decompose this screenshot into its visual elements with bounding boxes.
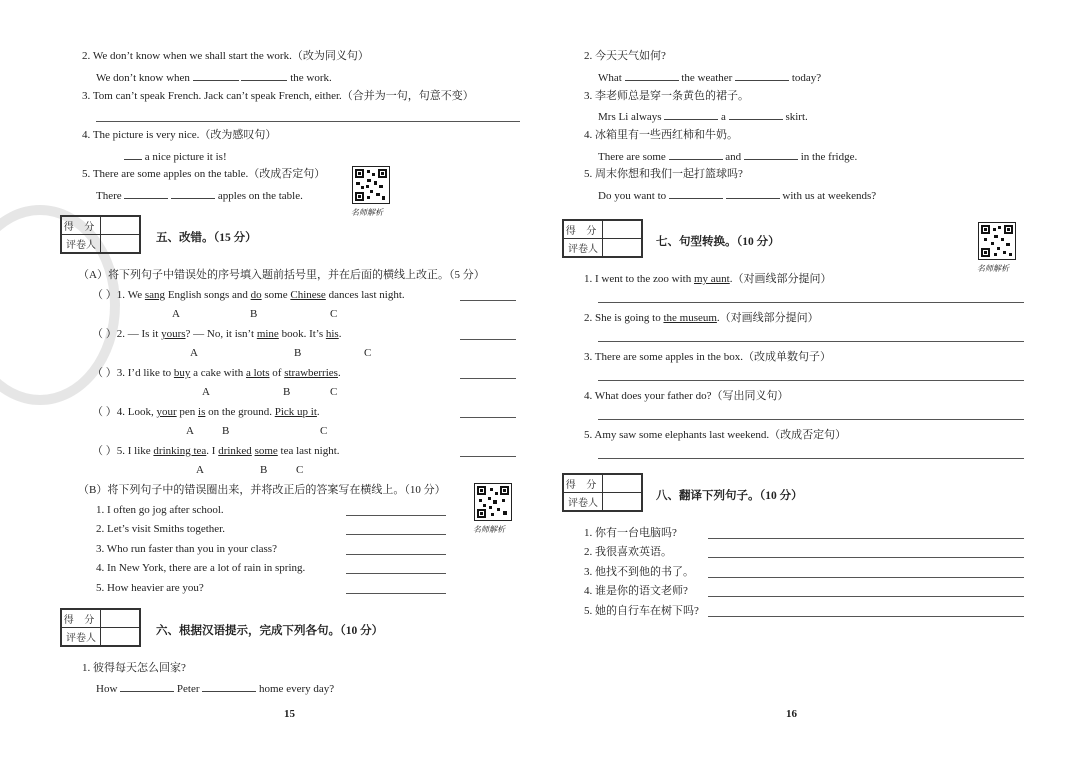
list-item: 3. 李老师总是穿一条黄色的裙子。 [584, 90, 749, 102]
sec5a-instruction: （A）将下列句子中错误处的序号填入题前括号里，并在后面的横线上改正。（5 分） [78, 269, 485, 281]
answer-line[interactable] [346, 534, 446, 535]
list-item: 4. 谁是你的语文老师? [584, 585, 688, 597]
answer-blank[interactable] [241, 69, 287, 81]
page-number: 15 [284, 708, 295, 720]
answer-line[interactable] [346, 554, 446, 555]
answer-line[interactable] [708, 577, 1024, 578]
answer-line[interactable] [598, 341, 1024, 342]
section-title: 六、根据汉语提示，完成下列各句。（10 分） [156, 625, 384, 637]
list-item-answer: Do you want to with us at weekends? [598, 187, 876, 203]
answer-line[interactable] [346, 573, 446, 574]
list-item: （ ）2. — Is it yours? — No, it isn’t mine book. It’s his. [92, 328, 342, 340]
score-box: 得 分 评卷人 [562, 219, 643, 258]
answer-line[interactable] [708, 557, 1024, 558]
q4-item-2-answer: We don’t know when the work. [96, 69, 332, 85]
q4-item-5-answer: There apples on the table. [96, 187, 303, 203]
answer-blank[interactable] [202, 680, 256, 692]
sec5b-instruction: （B）将下列句子中的错误圈出来，并将改正后的答案写在横线上。（10 分） [78, 484, 446, 496]
answer-line[interactable] [96, 121, 520, 122]
list-item: 1. I often go jog after school. [96, 504, 224, 516]
list-item: （ ）3. I’d like to buy a cake with a lots of strawberries. [92, 367, 341, 379]
answer-line[interactable] [460, 300, 516, 301]
answer-line[interactable] [460, 378, 516, 379]
score-cell[interactable] [603, 221, 642, 239]
list-item: 3. Who run faster than you in your class? [96, 543, 277, 555]
qr-caption: 名师解析 [473, 525, 505, 534]
answer-line[interactable] [598, 302, 1024, 303]
score-cell[interactable] [101, 610, 140, 628]
list-item: 2. 我很喜欢英语。 [584, 546, 672, 558]
answer-blank[interactable] [171, 187, 215, 199]
qr-code-icon[interactable] [978, 222, 1016, 260]
answer-line[interactable] [598, 419, 1024, 420]
grader-cell[interactable] [603, 239, 642, 257]
qr-caption: 名师解析 [977, 264, 1009, 273]
list-item: 5. 周末你想和我们一起打篮球吗? [584, 168, 743, 180]
answer-blank[interactable] [124, 148, 142, 160]
grader-cell[interactable] [603, 493, 642, 511]
list-item: 4. In New York, there are a lot of rain in spring. [96, 562, 306, 574]
answer-line[interactable] [708, 596, 1024, 597]
score-cell[interactable] [101, 217, 140, 235]
score-box: 得 分 评卷人 [562, 473, 643, 512]
answer-line[interactable] [708, 538, 1024, 539]
list-item-answer: There are some and in the fridge. [598, 148, 857, 164]
sec6-q1: 1. 彼得每天怎么回家? [82, 662, 186, 674]
list-item: 5. Amy saw some elephants last weekend.（改成否定句） [584, 429, 847, 441]
answer-line[interactable] [708, 616, 1024, 617]
q4-item-4-answer: a nice picture it is! [124, 148, 227, 164]
answer-blank[interactable] [726, 187, 780, 199]
list-item: 2. She is going to the museum.（对画线部分提问） [584, 312, 819, 324]
list-item: 3. 他找不到他的书了。 [584, 566, 694, 578]
sec6-q1-answer: How Peter home every day? [96, 680, 334, 696]
score-box: 得 分 评卷人 [60, 215, 141, 254]
answer-line[interactable] [460, 417, 516, 418]
answer-line[interactable] [346, 593, 446, 594]
answer-line[interactable] [460, 456, 516, 457]
qr-code-icon[interactable] [352, 166, 390, 204]
score-cell[interactable] [603, 475, 642, 493]
grader-cell[interactable] [101, 235, 140, 253]
answer-line[interactable] [346, 515, 446, 516]
list-item: （ ）5. I like drinking tea. I drinked some tea last night. [92, 445, 340, 457]
q4-item-4: 4. The picture is very nice.（改为感叹句） [82, 129, 277, 141]
list-item: （ ）1. We sang English songs and do some Chinese dances last night. [92, 289, 405, 301]
list-item: 5. 她的自行车在树下吗? [584, 605, 699, 617]
qr-code-icon[interactable] [474, 483, 512, 521]
section-title: 七、句型转换。（10 分） [656, 236, 780, 248]
grader-cell[interactable] [101, 628, 140, 646]
answer-line[interactable] [460, 339, 516, 340]
answer-blank[interactable] [625, 69, 679, 81]
qr-caption: 名师解析 [351, 208, 383, 217]
q4-item-5: 5. There are some apples on the table.（改成否定句） [82, 168, 326, 180]
list-item: 2. Let’s visit Smiths together. [96, 523, 225, 535]
section-title: 五、改错。（15 分） [156, 232, 257, 244]
answer-blank[interactable] [120, 680, 174, 692]
list-item: （ ）4. Look, your pen is on the ground. Pick up it. [92, 406, 320, 418]
page-number: 16 [786, 708, 797, 720]
list-item: 4. 冰箱里有一些西红柿和牛奶。 [584, 129, 738, 141]
answer-blank[interactable] [744, 148, 798, 160]
answer-blank[interactable] [669, 187, 723, 199]
list-item: 1. I went to the zoo with my aunt.（对画线部分提问） [584, 273, 832, 285]
answer-blank[interactable] [124, 187, 168, 199]
answer-line[interactable] [598, 380, 1024, 381]
q4-item-2: 2. We don’t know when we shall start the work.（改为同义句） [82, 50, 369, 62]
answer-blank[interactable] [669, 148, 723, 160]
answer-blank[interactable] [664, 108, 718, 120]
answer-line[interactable] [598, 458, 1024, 459]
q4-item-3: 3. Tom can’t speak French. Jack can’t speak French, either.（合并为一句，句意不变） [82, 90, 474, 102]
answer-blank[interactable] [193, 69, 239, 81]
list-item: 3. There are some apples in the box.（改成单数句子） [584, 351, 831, 363]
answer-blank[interactable] [735, 69, 789, 81]
section-title: 八、翻译下列句子。（10 分） [656, 490, 803, 502]
list-item-answer: Mrs Li always a skirt. [598, 108, 808, 124]
list-item: 4. What does your father do?（写出同义句） [584, 390, 789, 402]
list-item-answer: What the weather today? [598, 69, 821, 85]
list-item: 5. How heavier are you? [96, 582, 204, 594]
list-item: 2. 今天天气如何? [584, 50, 666, 62]
score-box: 得 分 评卷人 [60, 608, 141, 647]
list-item: 1. 你有一台电脑吗? [584, 527, 677, 539]
answer-blank[interactable] [729, 108, 783, 120]
